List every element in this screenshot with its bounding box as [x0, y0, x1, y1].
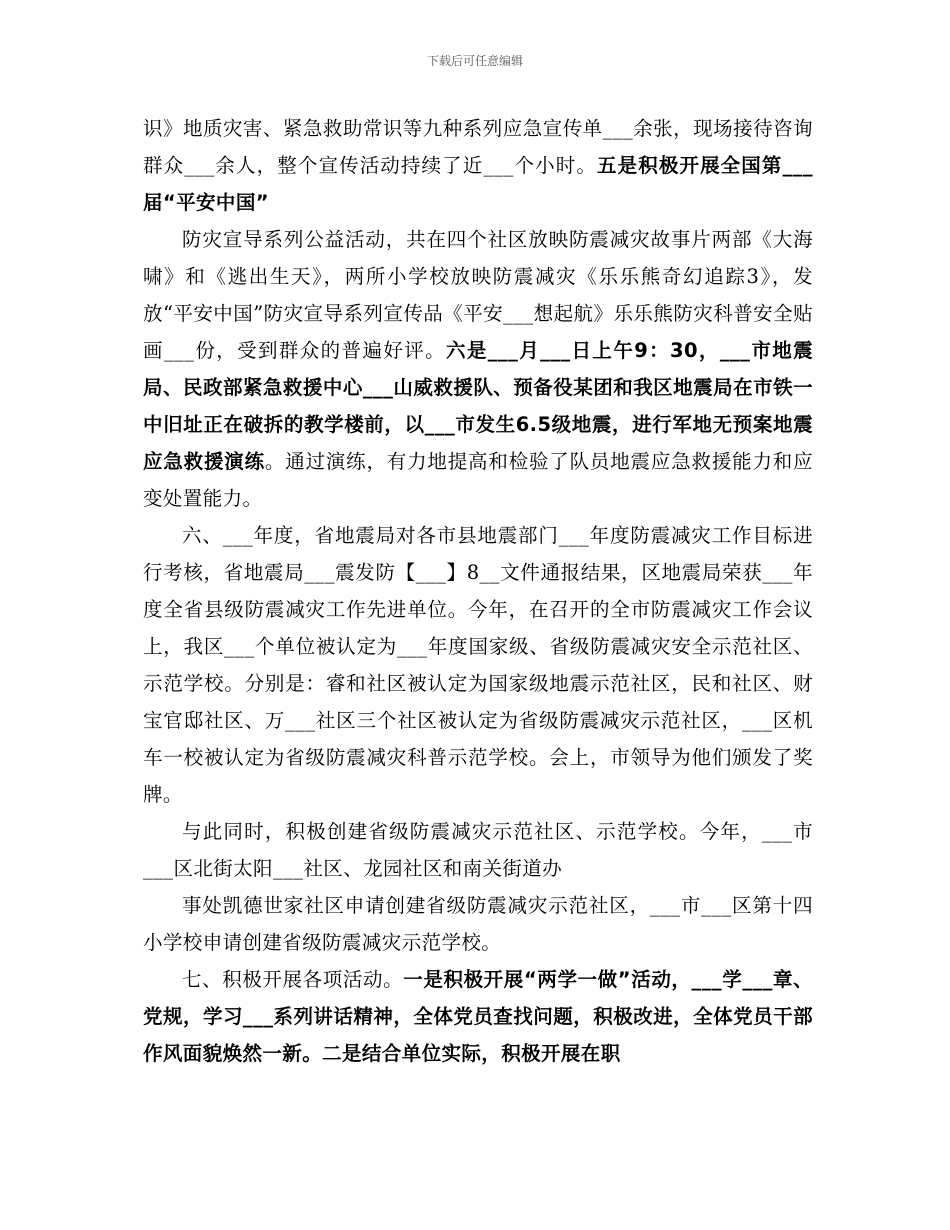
paragraph — [143, 221, 813, 517]
text-run: 七、积极开展各项活动。 — [182, 968, 404, 991]
text-run: 识》地质灾害、紧急救助常识等九种系列应急宣传单___余张，现场接待咨询群众___余人，整个宣传活动持续了近___个小时。 — [143, 117, 813, 177]
header-note: 下载后可任意编辑 — [426, 54, 523, 68]
text-run: 事处凯德世家社区申请创建省级防震减灾示范社区，___市___区第十四小学校申请创建省级防震减灾示范学校。 — [143, 894, 813, 954]
text-run: 与此同时，积极创建省级防震减灾示范社区、示范学校。今年，___市___区北街太阳___社区、龙园社区和南关街道办 — [143, 820, 813, 880]
bold-text-run: 五是积极开展全国第___届“平安中国” — [143, 154, 813, 214]
paragraph — [143, 517, 813, 813]
body-text — [143, 110, 813, 1072]
text-run: 六、___年度，省地震局对各市县地震部门___年度防震减灾工作目标进行考核，省地震局___震发防【___】8__文件通报结果，区地震局荣获___年度全省县级防震减灾工作先进单位。今年，在召开的全市防震减灾工作会议上，我区___个单位被认定为___年度国家级、省级防震减灾安全示范社区、示范学校。分别是：睿和社区被认定为国家级地震示范社区，民和社区、财宝官邸社区、万___社区三个社区被认定为省级防震减灾示范社区，___区机车一校被认定为省级防震减灾科普示范学校。会上，市领导为他们颁发了奖牌。 — [143, 524, 813, 806]
text-run: 防灾宣导系列公益活动，共在四个社区放映防震减灾故事片两部《大海啸》和《逃出生天》，两所小学校放映防震减灾《乐乐熊奇幻追踪3》，发放“平安中国”防灾宣导系列宣传品《平安___想起航》乐乐熊防灾科普安全贴画___份，受到群众的普遍好评。 — [143, 228, 813, 362]
paragraph — [143, 887, 813, 961]
paragraph — [143, 110, 813, 221]
bold-text-run: 六是___月___日上午9：30，___市地震局、民政部紧急救援中心___山威救援队、预备役某团和我区地震局在市铁一中旧址正在破拆的教学楼前，以___市发生6.5级地震，进行军地无预案地震应急救援演练 — [143, 339, 813, 473]
paragraph — [143, 813, 813, 887]
text-run: 。通过演练，有力地提高和检验了队员地震应急救援能力和应变处置能力。 — [143, 450, 813, 510]
paragraph — [143, 961, 813, 1072]
bold-text-run: 一是积极开展“两学一做”活动，___学___章、党规，学习___系列讲话精神，全体党员查找问题，积极改进，全体党员干部作风面貌焕然一新。二是结合单位实际，积极开展在职 — [143, 968, 813, 1065]
